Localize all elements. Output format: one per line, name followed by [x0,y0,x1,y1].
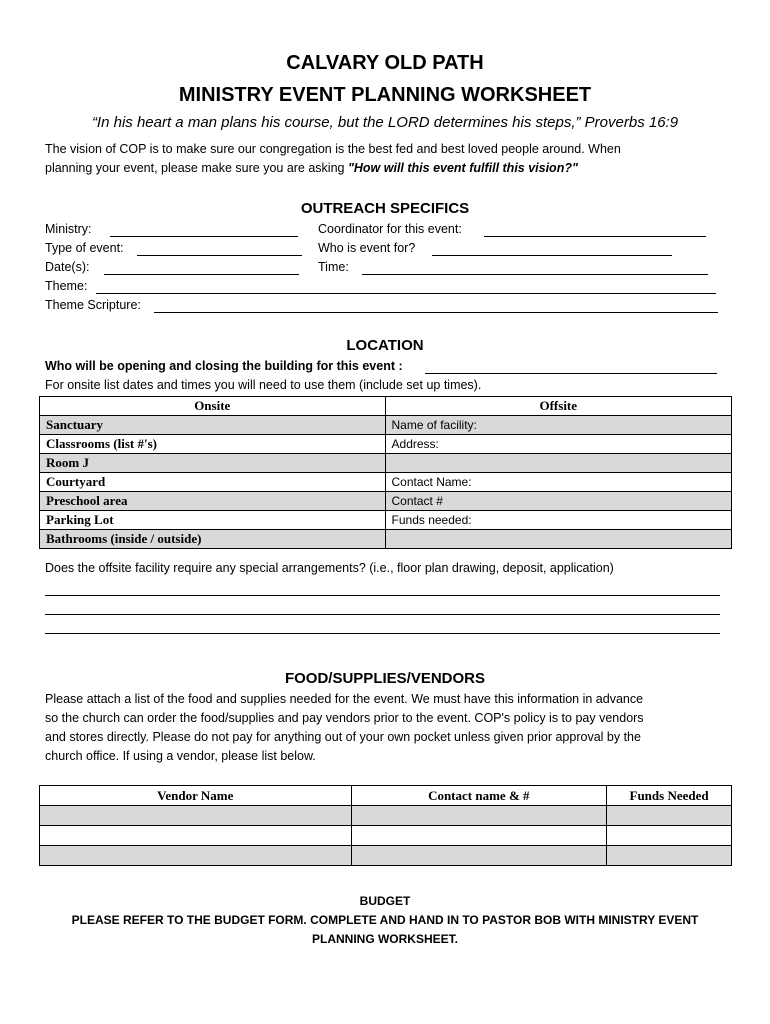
funds-cell[interactable] [607,826,732,846]
food-para-line-2: so the church can order the food/supplies and pay vendors prior to the event. COP's policy is to pay vendors [45,711,644,725]
coordinator-label: Coordinator for this event: [318,222,462,236]
offsite-cell[interactable]: Name of facility: [385,416,731,435]
time-field[interactable] [362,274,708,275]
funds-needed-header: Funds Needed [607,786,732,806]
contact-header: Contact name & # [351,786,607,806]
vendor-row [40,826,732,846]
onsite-cell[interactable]: Courtyard [40,473,386,492]
special-arrangements-line-2[interactable] [45,614,720,615]
offsite-cell[interactable]: Contact Name: [385,473,731,492]
budget-heading: BUDGET [359,894,411,908]
location-row [40,511,732,530]
dates-field[interactable] [104,274,299,275]
who-for-field[interactable] [432,255,672,256]
vendor-name-header: Vendor Name [40,786,352,806]
title-line-1: CALVARY OLD PATH [286,52,484,74]
theme-scripture-label: Theme Scripture: [45,298,141,312]
location-row [40,416,732,435]
title-line-2: MINISTRY EVENT PLANNING WORKSHEET [178,84,592,106]
vision-line-1: The vision of COP is to make sure our congregation is the best fed and best loved people around. When [45,142,621,156]
vision-prefix: planning your event, please make sure you are asking [45,161,348,175]
type-of-event-label: Type of event: [45,241,124,255]
budget-line-2: PLANNING WORKSHEET. [311,932,458,946]
food-para-line-3: and stores directly. Please do not pay for anything out of your own pocket unless given prior approval by the [45,730,641,744]
onsite-cell[interactable]: Preschool area [40,492,386,511]
onsite-instructions: For onsite list dates and times you will need to use them (include set up times). [45,378,482,392]
vendor-row [40,806,732,826]
outreach-heading: OUTREACH SPECIFICS [300,200,470,217]
theme-label: Theme: [45,279,88,293]
onsite-cell[interactable]: Classrooms (list #'s) [40,435,386,454]
vendor-cell[interactable] [40,806,352,826]
onsite-header: Onsite [40,397,386,416]
scripture-quote: “In his heart a man plans his course, but the LORD determines his steps,” Proverbs 16:9 [91,114,679,131]
offsite-cell[interactable]: Funds needed: [385,511,731,530]
food-heading: FOOD/SUPPLIES/VENDORS [284,670,486,687]
location-row [40,435,732,454]
time-label: Time: [318,260,349,274]
coordinator-field[interactable] [484,236,706,237]
budget-line-1: PLEASE REFER TO THE BUDGET FORM. COMPLETE AND HAND IN TO PASTOR BOB WITH MINISTRY EVENT [71,913,699,927]
dates-label: Date(s): [45,260,90,274]
vision-line-2 [45,159,578,178]
vendor-table [39,785,732,866]
theme-field[interactable] [96,293,716,294]
onsite-cell[interactable]: Parking Lot [40,511,386,530]
location-table [39,396,732,549]
onsite-cell[interactable]: Room J [40,454,386,473]
vendor-row [40,846,732,866]
location-row [40,492,732,511]
food-para-line-1: Please attach a list of the food and supplies needed for the event. We must have this information in advance [45,692,644,706]
location-row [40,454,732,473]
offsite-header: Offsite [385,397,731,416]
vendor-cell[interactable] [40,826,352,846]
offsite-cell[interactable] [385,530,731,549]
who-for-label: Who is event for? [318,241,416,255]
offsite-cell[interactable]: Contact # [385,492,731,511]
contact-cell[interactable] [351,806,607,826]
onsite-cell[interactable]: Bathrooms (inside / outside) [40,530,386,549]
special-arrangements-line-3[interactable] [45,633,720,634]
offsite-cell[interactable]: Address: [385,435,731,454]
contact-cell[interactable] [351,846,607,866]
vendor-cell[interactable] [40,846,352,866]
type-of-event-field[interactable] [137,255,302,256]
vision-question: "How will this event fulfill this vision?" [347,161,578,175]
location-row [40,473,732,492]
ministry-field[interactable] [110,236,298,237]
offsite-cell[interactable] [385,454,731,473]
theme-scripture-field[interactable] [154,312,718,313]
location-heading: LOCATION [346,337,424,354]
opening-closing-field[interactable] [425,373,717,374]
onsite-cell[interactable]: Sanctuary [40,416,386,435]
opening-closing-label: Who will be opening and closing the building for this event : [45,359,403,373]
ministry-label: Ministry: [45,222,92,236]
funds-cell[interactable] [607,806,732,826]
funds-cell[interactable] [607,846,732,866]
special-arrangements-line-1[interactable] [45,595,720,596]
contact-cell[interactable] [351,826,607,846]
location-row [40,530,732,549]
food-para-line-4: church office. If using a vendor, please list below. [45,749,316,763]
special-arrangements-question: Does the offsite facility require any special arrangements? (i.e., floor plan drawing, deposit, application) [45,561,614,575]
